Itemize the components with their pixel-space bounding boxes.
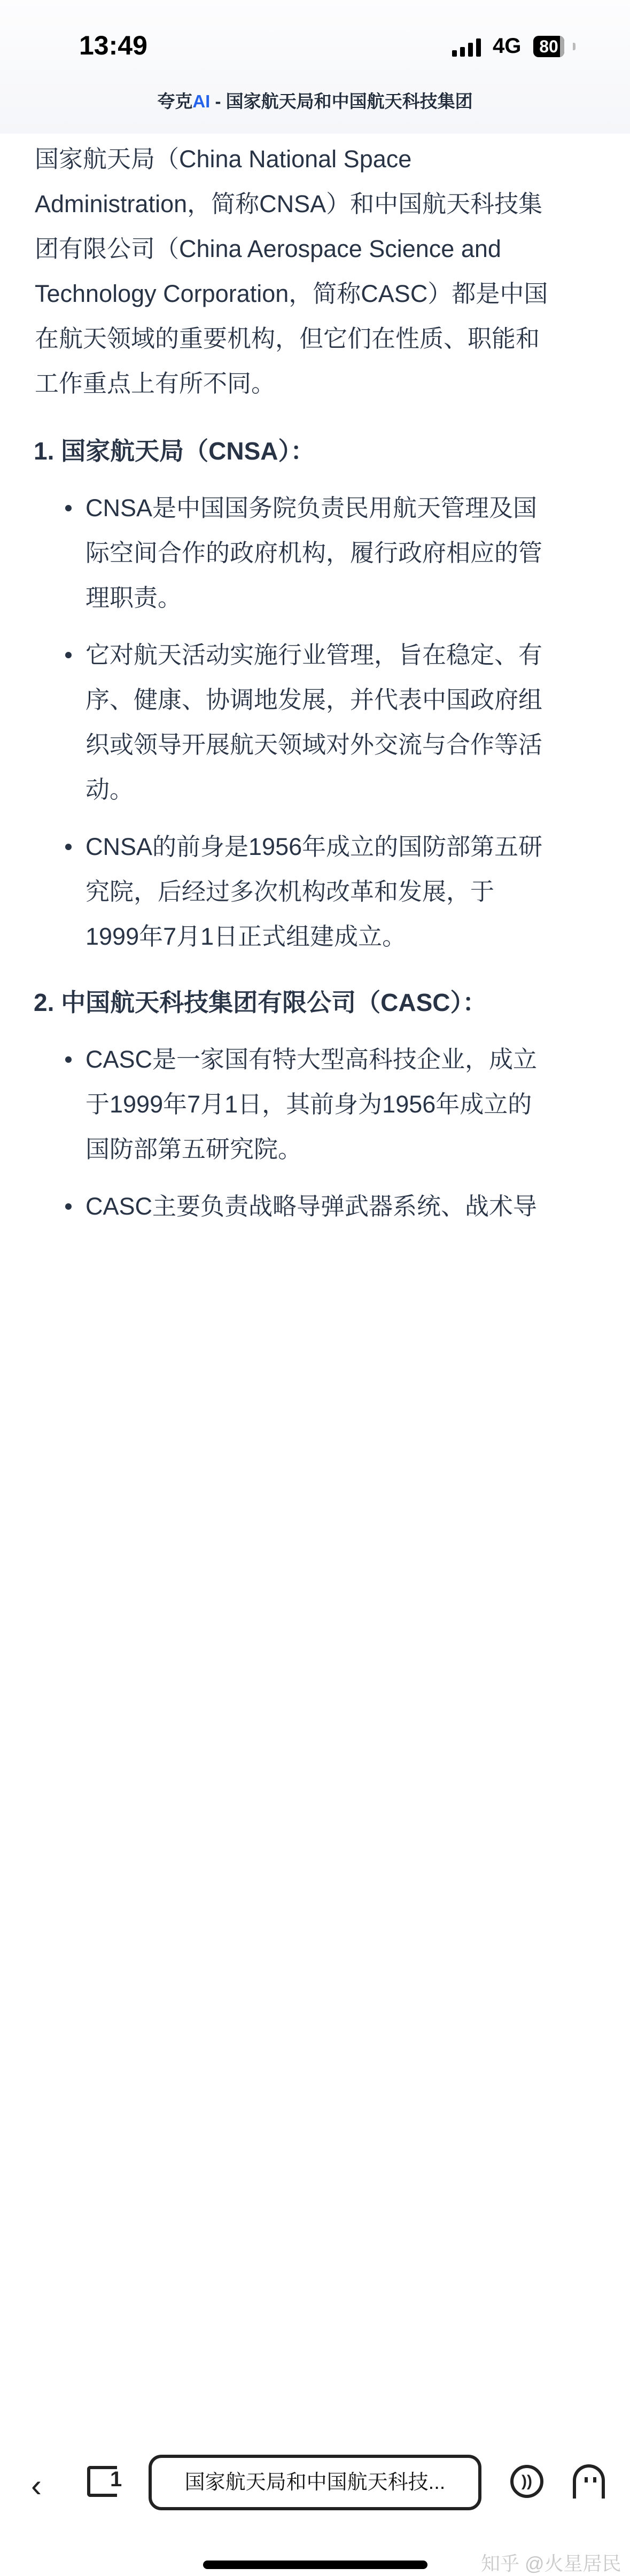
text-line: 1999年7月1日正式组建成立。 bbox=[85, 923, 407, 950]
tabs-count[interactable]: 1 bbox=[110, 2468, 122, 2491]
text-line: Technology Corporation，简称CASC）都是中国 bbox=[35, 280, 548, 307]
list-item bbox=[85, 486, 630, 620]
bottom-toolbar bbox=[0, 1219, 630, 2574]
bullet-dot bbox=[65, 652, 72, 658]
home-indicator[interactable] bbox=[203, 2561, 427, 2569]
text-line: 理职责。 bbox=[85, 584, 182, 611]
text-line: 动。 bbox=[85, 776, 134, 803]
list-item bbox=[85, 1037, 630, 1172]
bullet-dot bbox=[65, 844, 72, 850]
battery-icon: 80 bbox=[533, 36, 564, 57]
section-heading: 2. 中国航天科技集团有限公司（CASC）： bbox=[34, 989, 487, 1016]
text-line: Administration，简称CNSA）和中国航天科技集 bbox=[35, 190, 543, 217]
section-heading: 1. 国家航天局（CNSA）： bbox=[34, 437, 315, 465]
status-time: 13:49 bbox=[79, 30, 147, 60]
intro-paragraph bbox=[35, 137, 630, 406]
title-text: - 国家航天局和中国航天科技集团 bbox=[210, 91, 473, 111]
text-line: 究院，后经过多次机构改革和发展，于 bbox=[85, 878, 495, 905]
assistant-icon[interactable] bbox=[573, 2464, 605, 2499]
text-line: 它对航天活动实施行业管理，旨在稳定、有 bbox=[85, 641, 543, 668]
list-item bbox=[85, 1184, 630, 1219]
bullet-dot bbox=[65, 1056, 72, 1063]
brand-ai: AI bbox=[192, 91, 211, 111]
network-type: 4G bbox=[493, 34, 522, 58]
answer-content bbox=[0, 137, 630, 1219]
text-line: 工作重点上有所不同。 bbox=[35, 370, 276, 397]
watermark: 知乎 @火星居民 bbox=[481, 2552, 621, 2574]
voice-read-icon[interactable]: )) bbox=[510, 2465, 543, 2498]
battery-tip bbox=[573, 43, 575, 50]
text-line: 国家航天局（China National Space bbox=[35, 145, 412, 173]
text-line: CASC主要负责战略导弹武器系统、战术导 bbox=[85, 1193, 538, 1219]
bullet-dot bbox=[65, 1203, 72, 1210]
signal-icon bbox=[452, 38, 481, 57]
text-line: 序、健康、协调地发展，并代表中国政府组 bbox=[85, 686, 543, 713]
header bbox=[0, 0, 630, 134]
text-line: CASC是一家国有特大型高科技企业，成立 bbox=[85, 1046, 538, 1073]
text-line: 际空间合作的政府机构，履行政府相应的管 bbox=[85, 539, 543, 566]
bullet-dot bbox=[65, 505, 72, 511]
brand-name: 夸克 bbox=[157, 91, 193, 111]
text-line: 在航天领域的重要机构，但它们在性质、职能和 bbox=[35, 325, 540, 352]
text-line: 国防部第五研究院。 bbox=[85, 1135, 302, 1163]
text-line: CNSA是中国国务院负责民用航天管理及国 bbox=[85, 494, 538, 522]
back-icon[interactable]: ‹ bbox=[31, 2468, 42, 2503]
text-line: 团有限公司（China Aerospace Science and bbox=[35, 235, 501, 262]
list-item bbox=[85, 633, 630, 812]
list-item bbox=[85, 824, 630, 959]
text-line: CNSA的前身是1956年成立的国防部第五研 bbox=[85, 833, 543, 860]
search-bar[interactable]: 国家航天局和中国航天科技... bbox=[149, 2455, 481, 2510]
page-title bbox=[0, 88, 630, 113]
text-line: 织或领导开展航天领域对外交流与合作等活 bbox=[85, 731, 543, 758]
text-line: 于1999年7月1日，其前身为1956年成立的 bbox=[85, 1091, 532, 1118]
